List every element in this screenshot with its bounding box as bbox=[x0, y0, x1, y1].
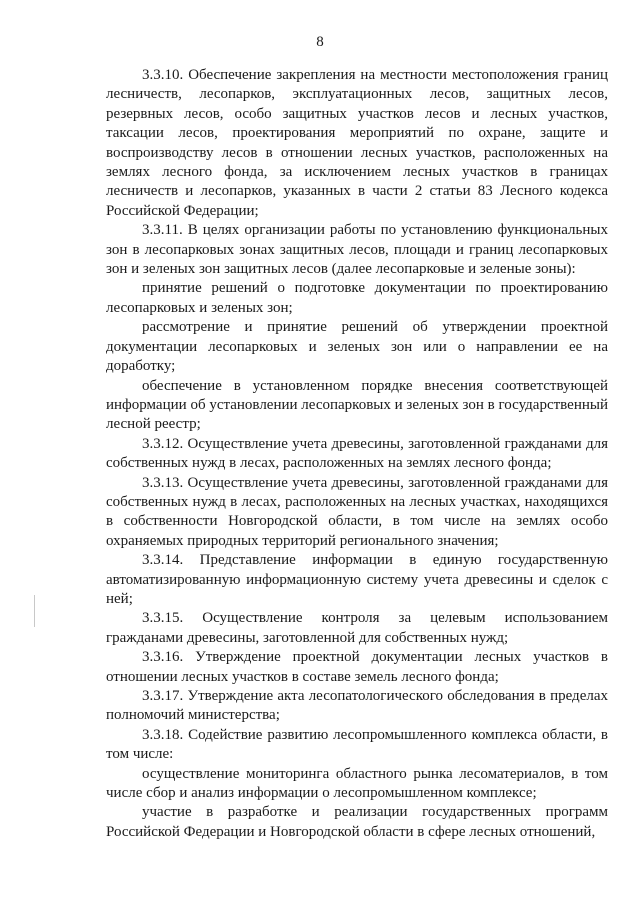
scan-margin-mark bbox=[34, 595, 39, 627]
page-number: 8 bbox=[316, 34, 324, 50]
paragraph-3-3-12: 3.3.12. Осуществление учета древесины, заготовленной гражданами для собственных нужд в лесах, расположенных на землях лесного фонда; bbox=[106, 435, 608, 472]
paragraph-3-3-14: 3.3.14. Представление информации в единую государственную автоматизированную информационную систему учета древесины и сделок с ней; bbox=[106, 552, 608, 607]
list-item-state-programs: участие в разработке и реализации государственных программ Российской Федерации и Новгородской области в сфере лесных отношений, bbox=[106, 804, 608, 840]
paragraph-3-3-13: 3.3.13. Осуществление учета древесины, заготовленной гражданами для собственных нужд в лесах, расположенных на лесных участках, находящихся в собственности Новгородской области, в том числе на землях особо охраняемых природных территорий регионального значения; bbox=[106, 474, 608, 549]
list-item-registry-info: обеспечение в установленном порядке внесения соответствующей информации об установлении лесопарковых и зеленых зон в государственный лесной реестр; bbox=[106, 377, 608, 433]
list-item-market-monitoring: осуществление мониторинга областного рынка лесоматериалов, в том числе сбор и анализ информации о лесопромышленном комплексе; bbox=[106, 765, 608, 802]
paragraph-3-3-17: 3.3.17. Утверждение акта лесопатологического обследования в пределах полномочий министерства; bbox=[106, 688, 608, 724]
list-item-review-approval: рассмотрение и принятие решений об утверждении проектной документации лесопарковых и зеленых зон или о направлении ее на доработку; bbox=[106, 319, 608, 375]
paragraph-3-3-15: 3.3.15. Осуществление контроля за целевым использованием гражданами древесины, заготовленной для собственных нужд; bbox=[106, 610, 608, 646]
paragraph-3-3-10: 3.3.10. Обеспечение закрепления на местности местоположения границ лесничеств, лесопарков, эксплуатационных лесов, защитных лесов, резервных лесов, особо защитных участков лесов и лесных участков, таксации лесов, проектирования мероприятий по охране, защите и воспроизводству лесов в отношении лесных участков, расположенных на землях лесного фонда, за исключением лесных участков в границах лесничеств и лесопарков, указанных в части 2 статьи 83 Лесного кодекса Российской Федерации; bbox=[106, 67, 608, 219]
paragraph-3-3-11: 3.3.11. В целях организации работы по установлению функциональных зон в лесопарковых зонах защитных лесов, площади и границ лесопарковых зон и зеленых зон защитных лесов (далее лесопарковые и зеленые зоны): bbox=[106, 222, 608, 278]
document-body bbox=[106, 66, 608, 842]
paragraph-3-3-16: 3.3.16. Утверждение проектной документации лесных участков в отношении лесных участков в составе земель лесного фонда; bbox=[106, 649, 608, 685]
list-item-decisions-preparation: принятие решений о подготовке документации по проектированию лесопарковых и зеленых зон; bbox=[106, 280, 608, 316]
paragraph-3-3-18: 3.3.18. Содействие развитию лесопромышленного комплекса области, в том числе: bbox=[106, 726, 608, 763]
